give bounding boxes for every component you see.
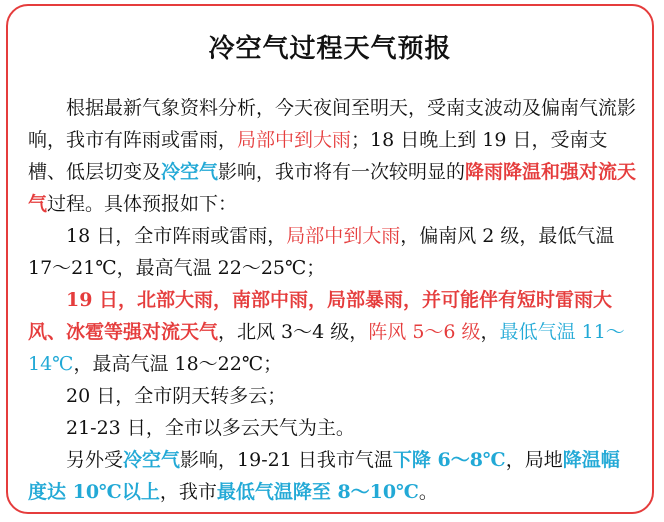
highlight-lowest-temp: 最低气温降至 8～10℃ xyxy=(216,481,419,503)
highlight-heavy-rain: 局部中到大雨 xyxy=(286,225,401,247)
paragraph-day-19 xyxy=(28,284,638,380)
text-segment: ；18 日晚上到 19 日，受南支槽、低层切变及 xyxy=(28,129,608,183)
text-segment: ，局地 xyxy=(505,449,563,471)
highlight-local-drop: 降温幅度达 10℃以上 xyxy=(28,449,620,503)
text-segment: 影响，我市将有一次较明显的 xyxy=(218,161,466,183)
text-segment: ，最高气温 18～22℃； xyxy=(73,353,283,375)
highlight-gust: 阵风 5～6 级 xyxy=(368,321,481,343)
highlight-cold-air: 冷空气 xyxy=(123,449,181,471)
page-title: 冷空气过程天气预报 xyxy=(208,34,452,64)
highlight-heavy-rain: 局部中到大雨 xyxy=(237,129,352,151)
text-segment: 。 xyxy=(418,481,438,503)
highlight-temp-drop: 下降 6～8℃ xyxy=(392,449,506,471)
text-segment: 影响，19-21 日我市气温 xyxy=(180,449,393,471)
paragraph-day-20: 20 日，全市阴天转多云； xyxy=(66,385,287,407)
paragraph-day-18 xyxy=(28,220,638,284)
highlight-min-temp: 最低气温 11～14℃ xyxy=(28,321,625,375)
paragraph-overview xyxy=(28,92,638,220)
highlight-day-19-storm: 19 日，北部大雨，南部中雨，局部暴雨，并可能伴有短时雷雨大风、冰雹等强对流天气 xyxy=(28,289,613,343)
text-segment: ，我市 xyxy=(159,481,217,503)
text-segment: 另外受 xyxy=(66,449,124,471)
text-segment: ， xyxy=(480,321,500,343)
paragraph-temperature-drop xyxy=(28,444,638,508)
forecast-card xyxy=(6,4,654,514)
text-segment: ，偏南风 2 级，最低气温 17～21℃，最高气温 22～25℃； xyxy=(28,225,615,279)
text-segment: 过程。具体预报如下： xyxy=(47,193,238,215)
text-segment: ，北风 3～4 级， xyxy=(218,321,369,343)
paragraph-day-21-23: 21-23 日，全市以多云天气为主。 xyxy=(66,417,355,439)
text-segment: 根据最新气象资料分析，今天夜间至明天，受南支波动及偏南气流影响，我市有阵雨或雷雨， xyxy=(28,97,637,151)
text-segment: 18 日，全市阵雨或雷雨， xyxy=(66,225,287,247)
highlight-severe-weather: 降雨降温和强对流天气 xyxy=(28,161,637,215)
highlight-cold-air: 冷空气 xyxy=(161,161,219,183)
forecast-body xyxy=(28,92,638,508)
